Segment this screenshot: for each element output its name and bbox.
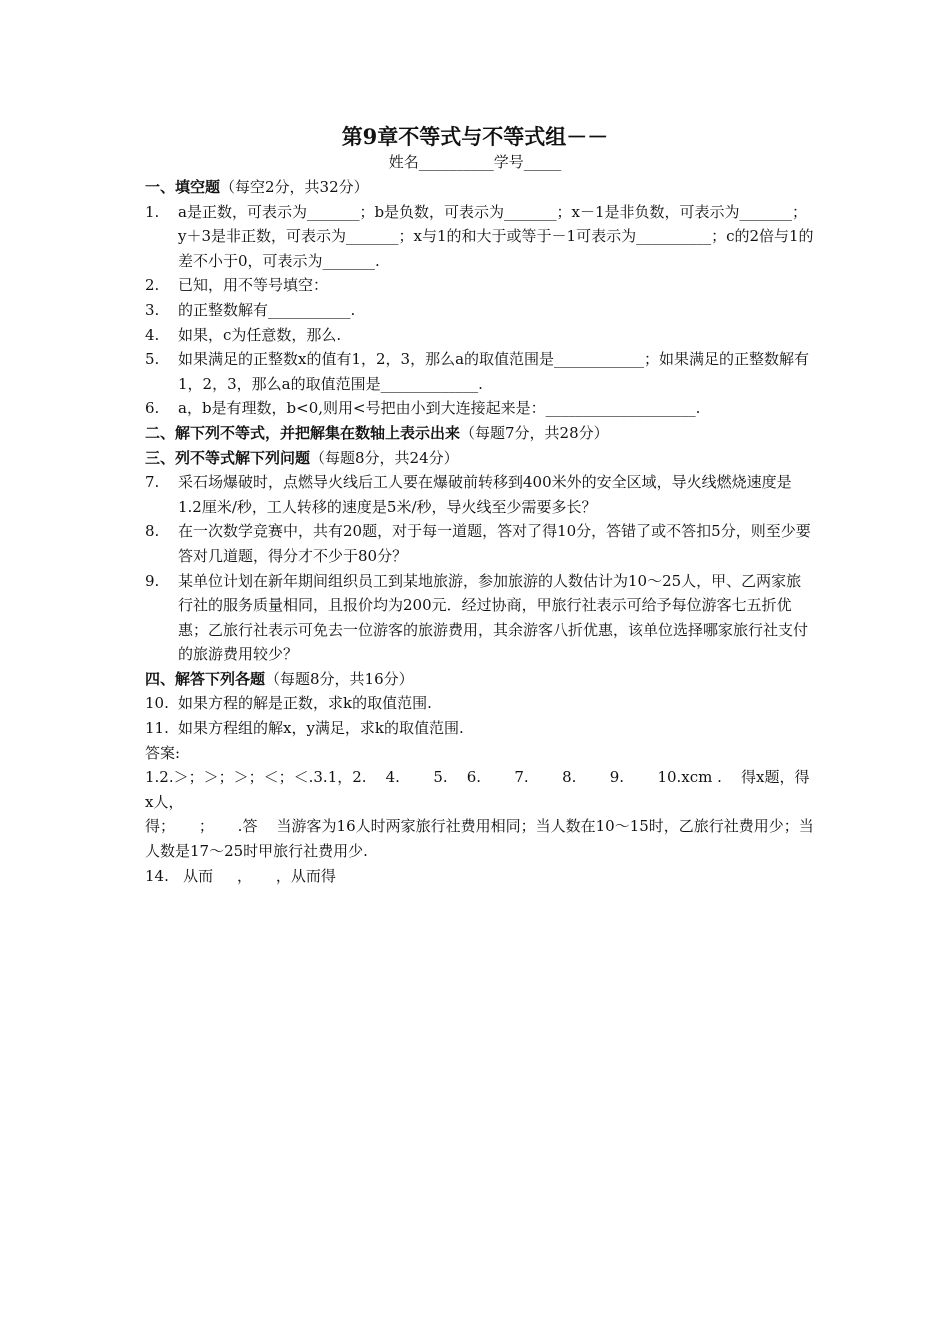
section-label: 一、填空题 [145, 178, 221, 196]
question-number: 8. [145, 522, 160, 541]
section-note: （每空2分，共32分） [220, 178, 369, 196]
question-text: 如果满足的正整数x的值有1，2，3，那么a的取值范围是____________；如果满足的正整数解有1，2，3，那么a的取值范围是_____________. [178, 350, 810, 393]
question-number: 7. [145, 473, 160, 492]
question-3 [145, 298, 815, 323]
question-number: 3. [145, 300, 160, 319]
question-10 [145, 691, 815, 716]
answers-line-3: 14. 从而 ， ，从而得 [145, 866, 336, 885]
question-4 [145, 323, 815, 348]
document-body [145, 175, 815, 888]
question-number: 6. [145, 399, 160, 418]
question-text: 如果方程组的解x，y满足，求k的取值范围. [178, 719, 464, 738]
question-2 [145, 273, 815, 298]
question-text: 在一次数学竞赛中，共有20题，对于每一道题，答对了得10分，答错了或不答扣5分，则至少要答对几道题，得分才不少于80分？ [178, 522, 811, 565]
section-label: 二、解下列不等式，并把解集在数轴上表示出来 [145, 423, 461, 442]
section-word-problems [145, 446, 815, 471]
section-note: （每题8分，共24分） [310, 448, 459, 467]
section-fill-in [145, 175, 815, 200]
section-inequalities [145, 421, 815, 446]
section-note: （每题8分，共16分） [265, 669, 414, 688]
question-text: 已知，用不等号填空： [178, 276, 329, 295]
answers-label: 答案: [145, 743, 181, 762]
section-solve [145, 667, 815, 692]
question-7 [145, 470, 815, 519]
section-note: （每题7分，共28分） [460, 423, 609, 442]
question-text: 某单位计划在新年期间组织员工到某地旅游，参加旅游的人数估计为10～25人，甲、乙两家旅行社的服务质量相同，且报价均为200元．经过协商，甲旅行社表示可给予每位游客七五折优惠；乙旅行社表示可免去一位游客的旅游费用，其余游客八折优惠，该单位选择哪家旅行社支付的旅游费用较少？ [178, 571, 809, 664]
question-number: 4. [145, 325, 160, 344]
section-label: 四、解答下列各题 [145, 669, 266, 688]
question-11 [145, 716, 815, 741]
question-number: 9. [145, 571, 160, 590]
question-number: 5. [145, 350, 160, 369]
question-number: 1. [145, 202, 160, 221]
question-number: 11. [145, 719, 169, 738]
question-number: 10. [145, 694, 169, 713]
question-text: 如果，c为任意数，那么. [178, 325, 342, 344]
answers-line-1: 1.2.＞；＞；＞；＜；＜.3.1，2. 4. 5. 6. 7. 8. 9. 10.xcm . 得x题，得x人， [145, 768, 810, 811]
question-6 [145, 396, 815, 421]
document-title: 第9章不等式与不等式组－－ [341, 124, 609, 149]
question-text: 采石场爆破时，点燃导火线后工人要在爆破前转移到400米外的安全区域，导火线燃烧速度是1.2厘米/秒，工人转移的速度是5米/秒，导火线至少需要多长？ [178, 473, 792, 516]
section-label: 三、列不等式解下列问题 [145, 448, 311, 467]
name-id-line: 姓名__________学号_____ [388, 153, 562, 171]
question-text: 的正整数解有___________. [178, 300, 356, 319]
question-1 [145, 200, 815, 274]
question-text: a，b是有理数，b<0,则用<号把由小到大连接起来是：____________________. [178, 399, 701, 418]
question-text: 如果方程的解是正数，求k的取值范围. [178, 694, 432, 713]
answers-line-2: 得； ； .答 当游客为16人时两家旅行社费用相同；当人数在10～15时，乙旅行社费用少；当人数是17～25时甲旅行社费用少. [145, 817, 814, 861]
question-number: 2. [145, 276, 160, 295]
question-9 [145, 569, 815, 667]
question-5 [145, 347, 815, 396]
question-text: a是正数，可表示为_______；b是负数，可表示为_______；x－1是非负数，可表示为_______；y＋3是非正数，可表示为_______；x与1的和大于或等于－1可表示为__________；c的2倍与1的差不小于0，可表示为_______. [178, 202, 814, 270]
question-8 [145, 519, 815, 568]
